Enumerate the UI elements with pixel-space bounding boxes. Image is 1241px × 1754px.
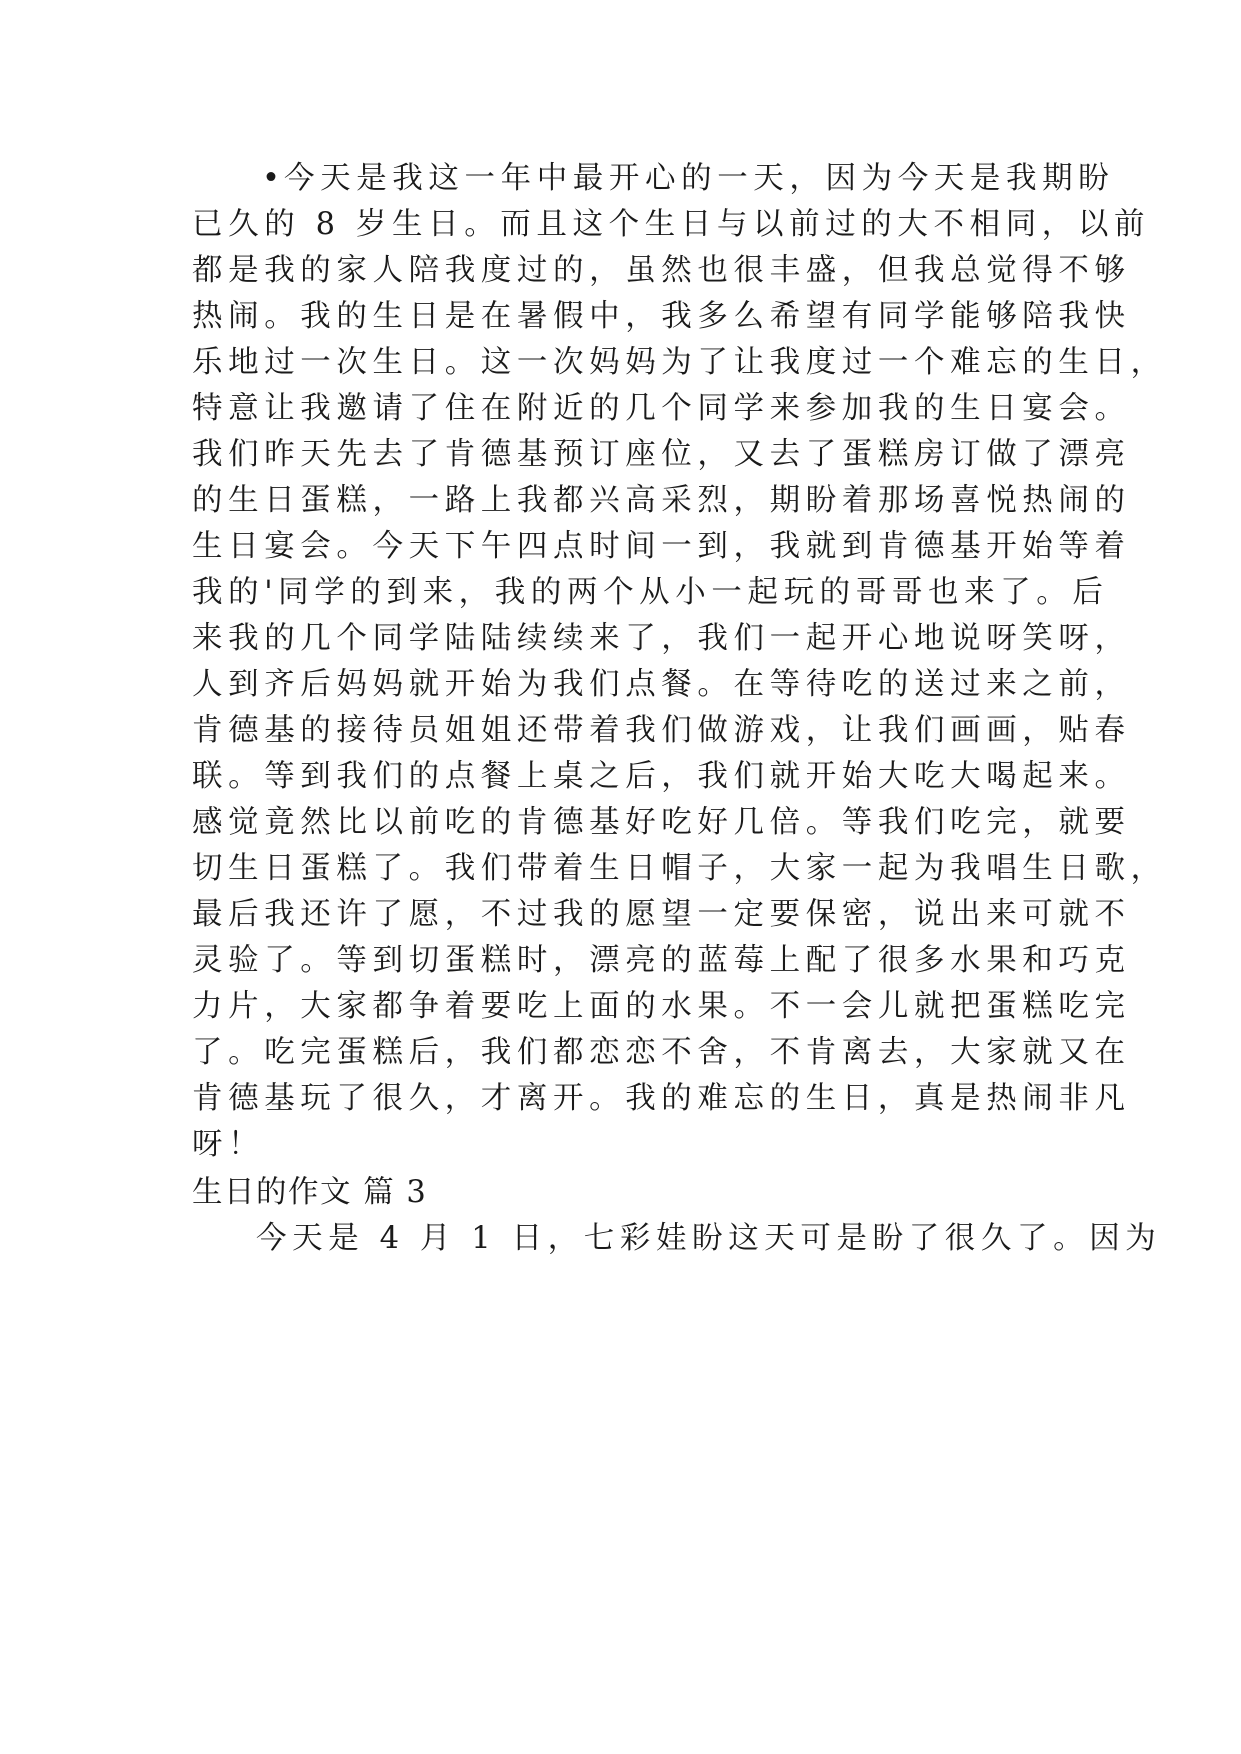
paragraph-line: 最后我还许了愿，不过我的愿望一定要保密，说出来可就不 <box>192 897 1131 932</box>
paragraph-line: 来我的几个同学陆陆续续来了，我们一起开心地说呀笑呀， <box>192 621 1131 656</box>
paragraph-line: 肯德基的接待员姐姐还带着我们做游戏，让我们画画，贴春 <box>192 713 1131 748</box>
paragraph-line: 了。吃完蛋糕后，我们都恋恋不舍，不肯离去，大家就又在 <box>192 1035 1131 1070</box>
paragraph-line <box>192 156 1115 202</box>
paragraph-line: 肯德基玩了很久，才离开。我的难忘的生日，真是热闹非凡 <box>192 1081 1131 1116</box>
paragraph-line-text: 今天是我这一年中最开心的一天，因为今天是我期盼 <box>284 161 1115 196</box>
paragraph-line: 特意让我邀请了住在附近的几个同学来参加我的生日宴会。 <box>192 391 1131 426</box>
paragraph-line: 的生日蛋糕，一路上我都兴高采烈，期盼着那场喜悦热闹的 <box>192 483 1131 518</box>
essay-body <box>192 156 1167 1262</box>
paragraph-line: 我们昨天先去了肯德基预订座位，又去了蛋糕房订做了漂亮 <box>192 437 1131 472</box>
paragraph-line: 联。等到我们的点餐上桌之后，我们就开始大吃大喝起来。 <box>192 759 1131 794</box>
paragraph-line: 人到齐后妈妈就开始为我们点餐。在等待吃的送过来之前， <box>192 667 1131 702</box>
paragraph-line: 今天是 4 月 1 日，七彩娃盼这天可是盼了很久了。因为 <box>256 1221 1162 1256</box>
paragraph-line: 感觉竟然比以前吃的肯德基好吃好几倍。等我们吃完，就要 <box>192 805 1131 840</box>
paragraph-line: 灵验了。等到切蛋糕时，漂亮的蓝莓上配了很多水果和巧克 <box>192 943 1131 978</box>
paragraph-line: 生日宴会。今天下午四点时间一到，我就到肯德基开始等着 <box>192 529 1131 564</box>
paragraph-line: 力片，大家都争着要吃上面的水果。不一会儿就把蛋糕吃完 <box>192 989 1131 1024</box>
paragraph-line: 呀！ <box>192 1127 265 1162</box>
paragraph-line: 都是我的家人陪我度过的，虽然也很丰盛，但我总觉得不够 <box>192 253 1131 288</box>
bullet-icon: • <box>262 161 280 196</box>
paragraph-line: 已久的 8 岁生日。而且这个生日与以前过的大不相同，以前 <box>192 207 1151 242</box>
paragraph-line: 乐地过一次生日。这一次妈妈为了让我度过一个难忘的生日， <box>192 345 1167 380</box>
paragraph-line: 切生日蛋糕了。我们带着生日帽子，大家一起为我唱生日歌， <box>192 851 1167 886</box>
section-heading: 生日的作文 篇 3 <box>192 1175 428 1210</box>
paragraph-line: 我的'同学的到来，我的两个从小一起玩的哥哥也来了。后 <box>192 575 1109 610</box>
paragraph-line: 热闹。我的生日是在暑假中，我多么希望有同学能够陪我快 <box>192 299 1131 334</box>
